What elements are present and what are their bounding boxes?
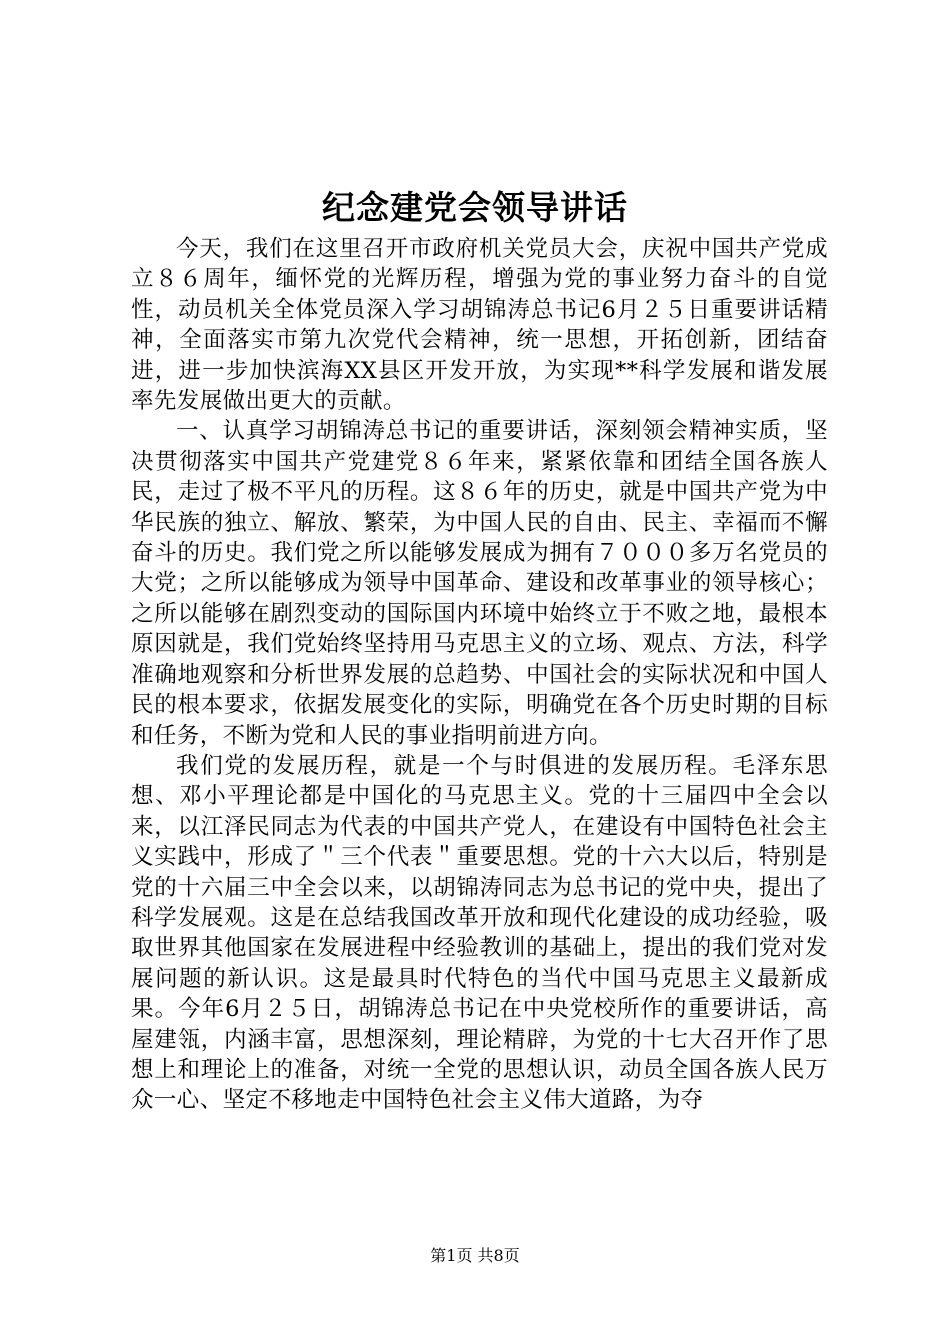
paragraph-3: 我们党的发展历程，就是一个与时俱进的发展历程。毛泽东思想、邓小平理论都是中国化的马克思主义。党的十三届四中全会以来，以江泽民同志为代表的中国共产党人，在建设有中国特色社会主义实践中，形成了＂三个代表＂重要思想。党的十六大以后，特别是党的十六届三中全会以来，以胡锦涛同志为总书记的党中央，提出了科学发展观。这是在总结我国改革开放和现代化建设的成功经验，吸取世界其他国家在发展进程中经验教训的基础上，提出的我们党对发展问题的新认识。这是最具时代特色的当代中国马克思主义最新成果。今年6月２５日，胡锦涛总书记在中央党校所作的重要讲话，高屋建瓴，内涵丰富，思想深刻，理论精辟，为党的十七大召开作了思想上和理论上的准备，对统一全党的思想认识，动员全国各族人民万众一心、坚定不移地走中国特色社会主义伟大道路，为夺 xyxy=(131,752,828,1114)
paragraph-1: 今天，我们在这里召开市政府机关党员大会，庆祝中国共产党成立８６周年，缅怀党的光辉历程，增强为党的事业努力奋斗的自觉性，动员机关全体党员深入学习胡锦涛总书记6月２５日重要讲话精神，全面落实市第九次党代会精神，统一思想，开拓创新，团结奋进，进一步加快滨海XX县区开发开放，为实现**科学发展和谐发展率先发展做出更大的贡献。 xyxy=(131,236,828,415)
page-number-footer: 第1页 共8页 xyxy=(430,1246,520,1265)
paragraph-2: 一、认真学习胡锦涛总书记的重要讲话，深刻领会精神实质，坚决贯彻落实中国共产党建党８６年来，紧紧依靠和团结全国各族人民，走过了极不平凡的历程。这８６年的历史，就是中国共产党为中华民族的独立、解放、繁荣，为中国人民的自由、民主、幸福而不懈奋斗的历史。我们党之所以能够发展成为拥有７０００多万名党员的大党；之所以能够成为领导中国革命、建设和改革事业的领导核心；之所以能够在剧烈变动的国际国内环境中始终立于不败之地，最根本原因就是，我们党始终坚持用马克思主义的立场、观点、方法，科学准确地观察和分析世界发展的总趋势、中国社会的实际状况和中国人民的根本要求，依据发展变化的实际，明确党在各个历史时期的目标和任务，不断为党和人民的事业指明前进方向。 xyxy=(131,418,828,749)
document-body xyxy=(131,234,828,1116)
document-title: 纪念建党会领导讲话 xyxy=(322,188,628,227)
